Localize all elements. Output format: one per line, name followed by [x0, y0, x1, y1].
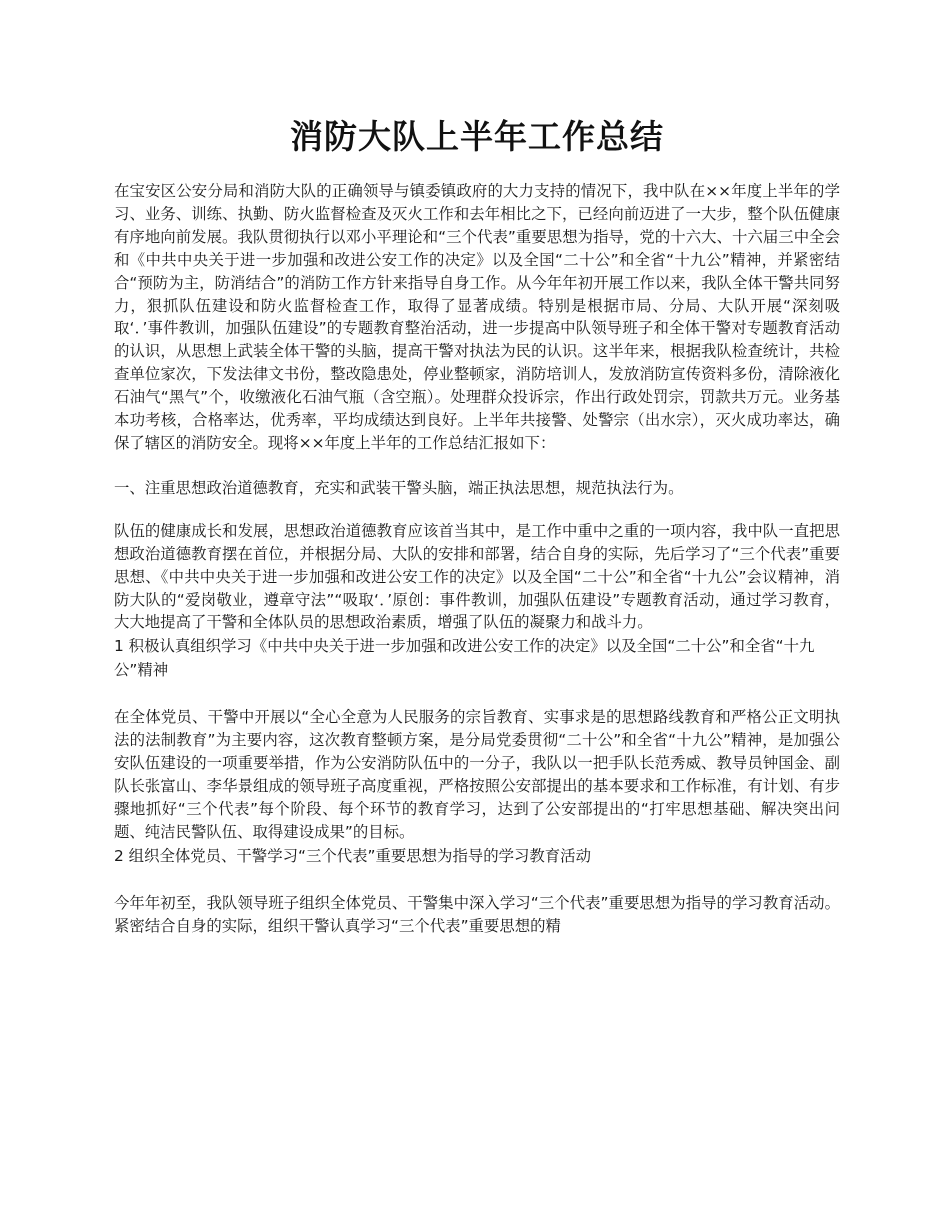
- body-paragraph-3: 今年年初至，我队领导班子组织全体党员、干警集中深入学习“三个代表”重要思想为指导的学习教育活动。紧密结合自身的实际，组织干警认真学习“三个代表”重要思想的精: [114, 893, 840, 935]
- subsection-heading-1: 1 积极认真组织学习《中共中央关于进一步加强和改进公安工作的决定》以及全国“二十公”和全省“十九公”精神: [114, 637, 815, 680]
- intro-paragraph: 在宝安区公安分局和消防大队的正确领导与镇委镇政府的大力支持的情况下，我中队在××年度上半年的学习、业务、训练、执勤、防火监督检查及灭火工作和去年相比之下，已经向前迈进了一大步，整个队伍健康有序地向前发展。我队贯彻执行以邓小平理论和“三个代表”重要思想为指导，党的十六大、十六届三中全会和《中共中央关于进一步加强和改进公安工作的决定》以及全国“二十公”和全省“十九公”精神，并紧密结合“预防为主，防消结合”的消防工作方针来指导自身工作。从今年年初开展工作以来，我队全体干警共同努力，狠抓队伍建设和防火监督检查工作，取得了显著成绩。特别是根据市局、分局、大队开展“深刻吸取‘．’事件教训，加强队伍建设”的专题教育整治活动，进一步提高中队领导班子和全体干警对专题教育活动的认识，从思想上武装全体干警的头脑，提高干警对执法为民的认识。这半年来，根据我队检查统计，共检查单位家次，下发法律文书份，整改隐患处，停业整顿家，消防培训人，发放消防宣传资料多份，清除液化石油气“黑气”个，收缴液化石油气瓶（含空瓶）。处理群众投诉宗，作出行政处罚宗，罚款共万元。业务基本功考核，合格率达，优秀率，平均成绩达到良好。上半年共接警、处警宗（出水宗），灭火成功率达，确保了辖区的消防安全。现将××年度上半年的工作总结汇报如下：: [114, 182, 840, 452]
- section-heading-1: 一、注重思想政治道德教育，充实和武装干警头脑，端正执法思想，规范执法行为。: [114, 478, 684, 497]
- body-paragraph-2: 在全体党员、干警中开展以“全心全意为人民服务的宗旨教育、实事求是的思想路线教育和严格公正文明执法的法制教育”为主要内容，这次教育整顿方案，是分局党委贯彻“二十公”和全省“十九公”精神，是加强公安队伍建设的一项重要举措，作为公安消防队伍中的一分子，我队以一把手队长范秀威、教导员钟国金、副队长张富山、李华景组成的领导班子高度重视，严格按照公安部提出的基本要求和工作标准，有计划、有步骤地抓好“三个代表”每个阶段、每个环节的教育学习，达到了公安部提出的“打牢思想基础、解决突出问题、纯洁民警队伍、取得建设成果”的目标。: [114, 708, 840, 841]
- document-page: [114, 112, 840, 938]
- document-title: 消防大队上半年工作总结: [290, 117, 664, 156]
- body-paragraph-1: 队伍的健康成长和发展，思想政治道德教育应该首当其中，是工作中重中之重的一项内容，我中队一直把思想政治道德教育摆在首位，并根据分局、大队的安排和部署，结合自身的实际，先后学习了“三个代表”重要思想、《中共中央关于进一步加强和改进公安工作的决定》以及全国“二十公”和全省“十九公”会议精神，消防大队的“爱岗敬业，遵章守法”“吸取‘．’原创：事件教训，加强队伍建设”专题教育活动，通过学习教育，大大地提高了干警和全体队员的思想政治素质，增强了队伍的凝聚力和战斗力。: [114, 521, 840, 632]
- subsection-heading-2: 2 组织全体党员、干警学习“三个代表”重要思想为指导的学习教育活动: [114, 846, 591, 865]
